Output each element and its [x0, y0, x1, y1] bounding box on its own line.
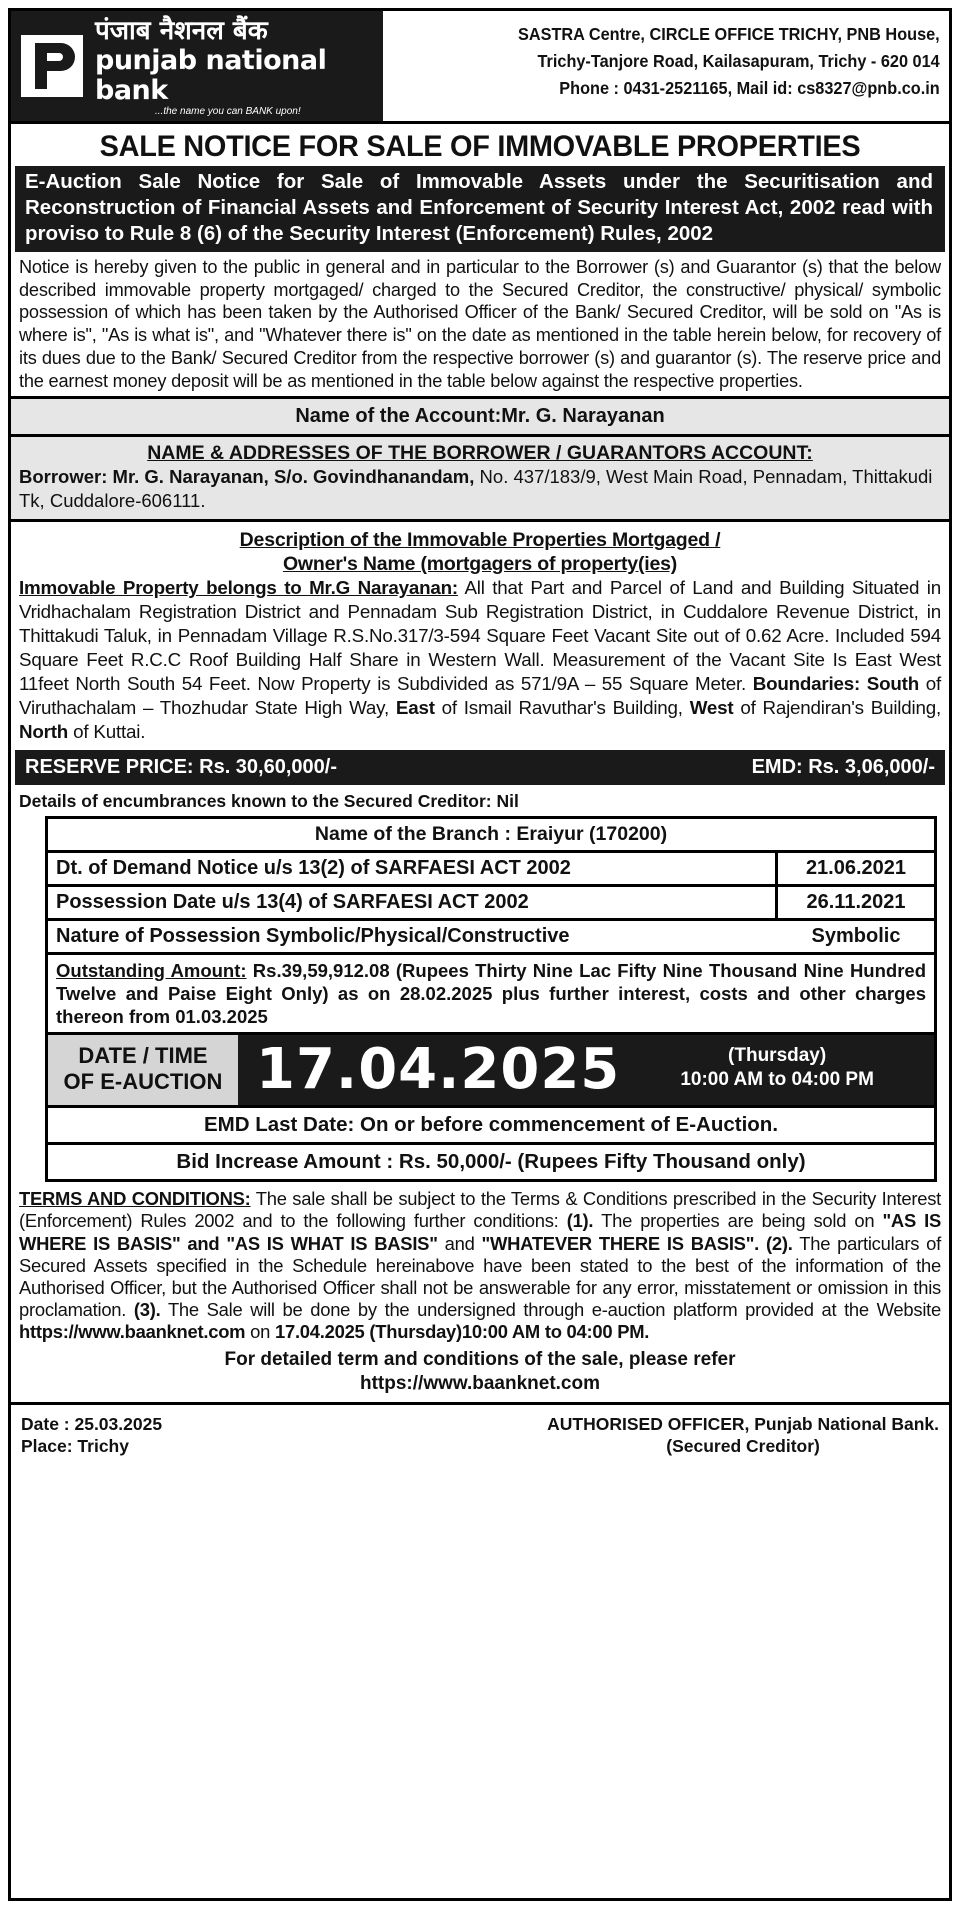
bank-name-english: punjab national bank: [95, 44, 327, 106]
terms-and-conditions: [11, 1182, 949, 1347]
address-line: SASTRA Centre, CIRCLE OFFICE TRICHY, PNB House,: [518, 24, 940, 44]
borrower-address: No. 437/183/9, West Main Road, Pennadam, Thittakudi Tk, Cuddalore-606111.: [19, 466, 933, 512]
boundary-north: of Kuttai.: [68, 721, 146, 743]
row-value: 26.11.2021: [806, 891, 906, 914]
refer-link[interactable]: https://www.baanknet.com: [360, 1372, 600, 1394]
row-value: Symbolic: [811, 925, 901, 948]
terms-bold: 17.04.2025 (Thursday)10:00 AM to 04:00 PM.: [274, 1321, 650, 1343]
website-link[interactable]: https://www.baanknet.com: [19, 1321, 246, 1343]
terms-bold: "AS IS WHERE IS BASIS" and "AS IS WHAT IS BASIS": [19, 1210, 941, 1254]
refer-text: For detailed term and conditions of the sale, please refer: [224, 1348, 736, 1370]
boundary-east-label: East: [395, 697, 435, 719]
table-row: [48, 921, 934, 955]
boundary-north-label: North: [19, 721, 69, 743]
account-name: Name of the Account:Mr. G. Narayanan: [11, 396, 949, 437]
address-line: Phone : 0431-2521165, Mail id: cs8327@pnb.co.in: [559, 78, 940, 98]
auction-details-table: [45, 816, 937, 1182]
date-label-line: OF E-AUCTION: [63, 1069, 223, 1095]
auction-date-label: [48, 1035, 238, 1105]
footer: [11, 1402, 949, 1465]
header: [11, 11, 949, 124]
notice-subtitle: E-Auction Sale Notice for Sale of Immovable Assets under the Securitisation and Reconstruction of Financial Assets and Enforcement of Security Interest Act, 2002 read with proviso to Rule 8 (6) of the Security Interest (Enforcement) Rules, 2002: [15, 166, 945, 252]
reserve-price: RESERVE PRICE: Rs. 30,60,000/-: [25, 756, 337, 779]
property-text: [19, 576, 941, 744]
office-address: [423, 11, 949, 121]
auction-date: 17.04.2025: [256, 1037, 621, 1103]
auction-day: (Thursday): [728, 1045, 827, 1067]
description-subheading: Owner's Name (mortgagers of property(ies): [282, 553, 678, 576]
secured-creditor: (Secured Creditor): [666, 1435, 820, 1456]
encumbrances: Details of encumbrances known to the Secured Creditor: Nil: [19, 791, 519, 812]
row-value: 21.06.2021: [805, 857, 907, 880]
description-heading: Description of the Immovable Properties Mortgaged /: [239, 529, 721, 552]
authorised-officer: AUTHORISED OFFICER, Punjab National Bank.: [547, 1413, 939, 1434]
outstanding-label: Outstanding Amount:: [56, 960, 247, 982]
price-bar: [15, 750, 945, 785]
refer-note: [11, 1348, 949, 1402]
boundary-east: of Ismail Ravuthar's Building,: [434, 697, 690, 719]
table-row: [48, 853, 934, 887]
bank-tagline: ...the name you can BANK upon!: [155, 105, 301, 117]
emd-amount: EMD: Rs. 3,06,000/-: [751, 756, 935, 779]
terms-text: The sale shall be subject to the Terms & Conditions prescribed in the Security Interest (Enforcement) Rules 2002 and to the following further conditions:: [19, 1188, 941, 1232]
emd-last-date: EMD Last Date: On or before commencement of E-Auction.: [48, 1108, 934, 1145]
row-label: Dt. of Demand Notice u/s 13(2) of SARFAESI ACT 2002: [48, 853, 778, 884]
bank-name-hindi: पंजाब नैशनल बैंक: [95, 15, 268, 46]
pnb-logo-icon: [21, 35, 83, 97]
borrower-heading: NAME & ADDRESSES OF THE BORROWER / GUARANTORS ACCOUNT:: [147, 442, 813, 465]
terms-number: (1).: [566, 1210, 594, 1232]
notice-date: Date : 25.03.2025: [21, 1413, 163, 1434]
boundaries-label: Boundaries: South: [752, 673, 920, 695]
boundary-west: of Rajendiran's Building,: [733, 697, 942, 719]
terms-heading: TERMS AND CONDITIONS:: [19, 1188, 251, 1210]
row-label: Nature of Possession Symbolic/Physical/Constructive: [56, 925, 570, 948]
borrower-section: [11, 437, 949, 522]
outstanding-amount: [48, 955, 934, 1035]
boundary-west-label: West: [689, 697, 734, 719]
terms-text: and: [437, 1232, 482, 1254]
auction-time: [620, 1035, 934, 1105]
outstanding-text: Rs.39,59,912.08 (Rupees Thirty Nine Lac Fifty Nine Thousand Nine Hundred Twelve and Paise Eight Only) as on 28.02.2025 plus further interest, costs and other charges thereon from 01.03.2025: [56, 960, 926, 1028]
notice-place: Place: Trichy: [21, 1435, 129, 1456]
terms-text: The Sale will be done by the undersigned through e-auction platform provided at the Website: [160, 1299, 941, 1321]
table-row: [48, 887, 934, 921]
address-line: Trichy-Tanjore Road, Kailasapuram, Trichy - 620 014: [537, 51, 940, 71]
borrower-label: Borrower: Mr. G. Narayanan, S/o. Govindhanandam,: [19, 466, 475, 488]
auction-time-range: 10:00 AM to 04:00 PM: [680, 1069, 874, 1091]
borrower-details: [19, 465, 941, 513]
sale-notice: [8, 8, 952, 1901]
auction-date-row: [48, 1035, 934, 1108]
bid-increase-amount: Bid Increase Amount : Rs. 50,000/- (Rupees Fifty Thousand only): [176, 1150, 806, 1174]
date-label-line: DATE / TIME: [78, 1043, 208, 1069]
terms-number: (3).: [133, 1299, 161, 1321]
terms-text: on: [245, 1321, 275, 1343]
property-details: All that Part and Parcel of Land and Building Situated in Vridhachalam Registration District and Pennadam Sub Registration District, in Cuddalore Revenue District, in Thittakudi Taluk, in Pennadam Village R.S.No.317/3-594 Square Feet Vacant Site out of 0.62 Acre. Included 594 Square Feet R.C.C Roof Building Half Share in Western Wall. Measurement of the Vacant Site Is East West 11feet North South 54 Feet. Now Property is Subdivided as 571/9A – 55 Square Meter.: [19, 577, 941, 695]
property-owner-label: Immovable Property belongs to Mr.G Narayanan:: [19, 577, 458, 599]
bank-logo: [11, 11, 383, 121]
property-description: [11, 522, 949, 748]
terms-bold: "WHATEVER THERE IS BASIS".: [481, 1232, 760, 1254]
boundary-south: of Viruthachalam – Thozhudar State High Way,: [19, 673, 941, 719]
notice-title: SALE NOTICE FOR SALE OF IMMOVABLE PROPERTIES: [99, 130, 861, 163]
terms-text: The particulars of Secured Assets specified in the Schedule hereinabove have been stated to the best of the information of the Authorised Officer, but the Authorised Officer shall not be answerable for any error, misstatement or omission in this proclamation.: [19, 1232, 942, 1321]
row-label: Possession Date u/s 13(4) of SARFAESI ACT 2002: [48, 887, 778, 918]
terms-text: The properties are being sold on: [593, 1210, 883, 1232]
branch-name: Name of the Branch : Eraiyur (170200): [48, 819, 934, 853]
terms-number: (2).: [759, 1232, 793, 1254]
notice-body: Notice is hereby given to the public in general and in particular to the Borrower (s) and Guarantor (s) that the below described immovable property mortgaged/ charged to the Secured Creditor, the constructive/ physical/ symbolic possession of which has been taken by the Authorised Officer of the Bank/ Secured Creditor, will be sold on "As is where is", "As is what is", and "Whatever there is" on the date as mentioned in the table herein below, for recovery of its dues due to the Bank/ Secured Creditor from the respective borrower (s) and guarantor (s). The reserve price and the earnest money deposit will be as mentioned in the table below against the respective properties.: [19, 257, 941, 391]
